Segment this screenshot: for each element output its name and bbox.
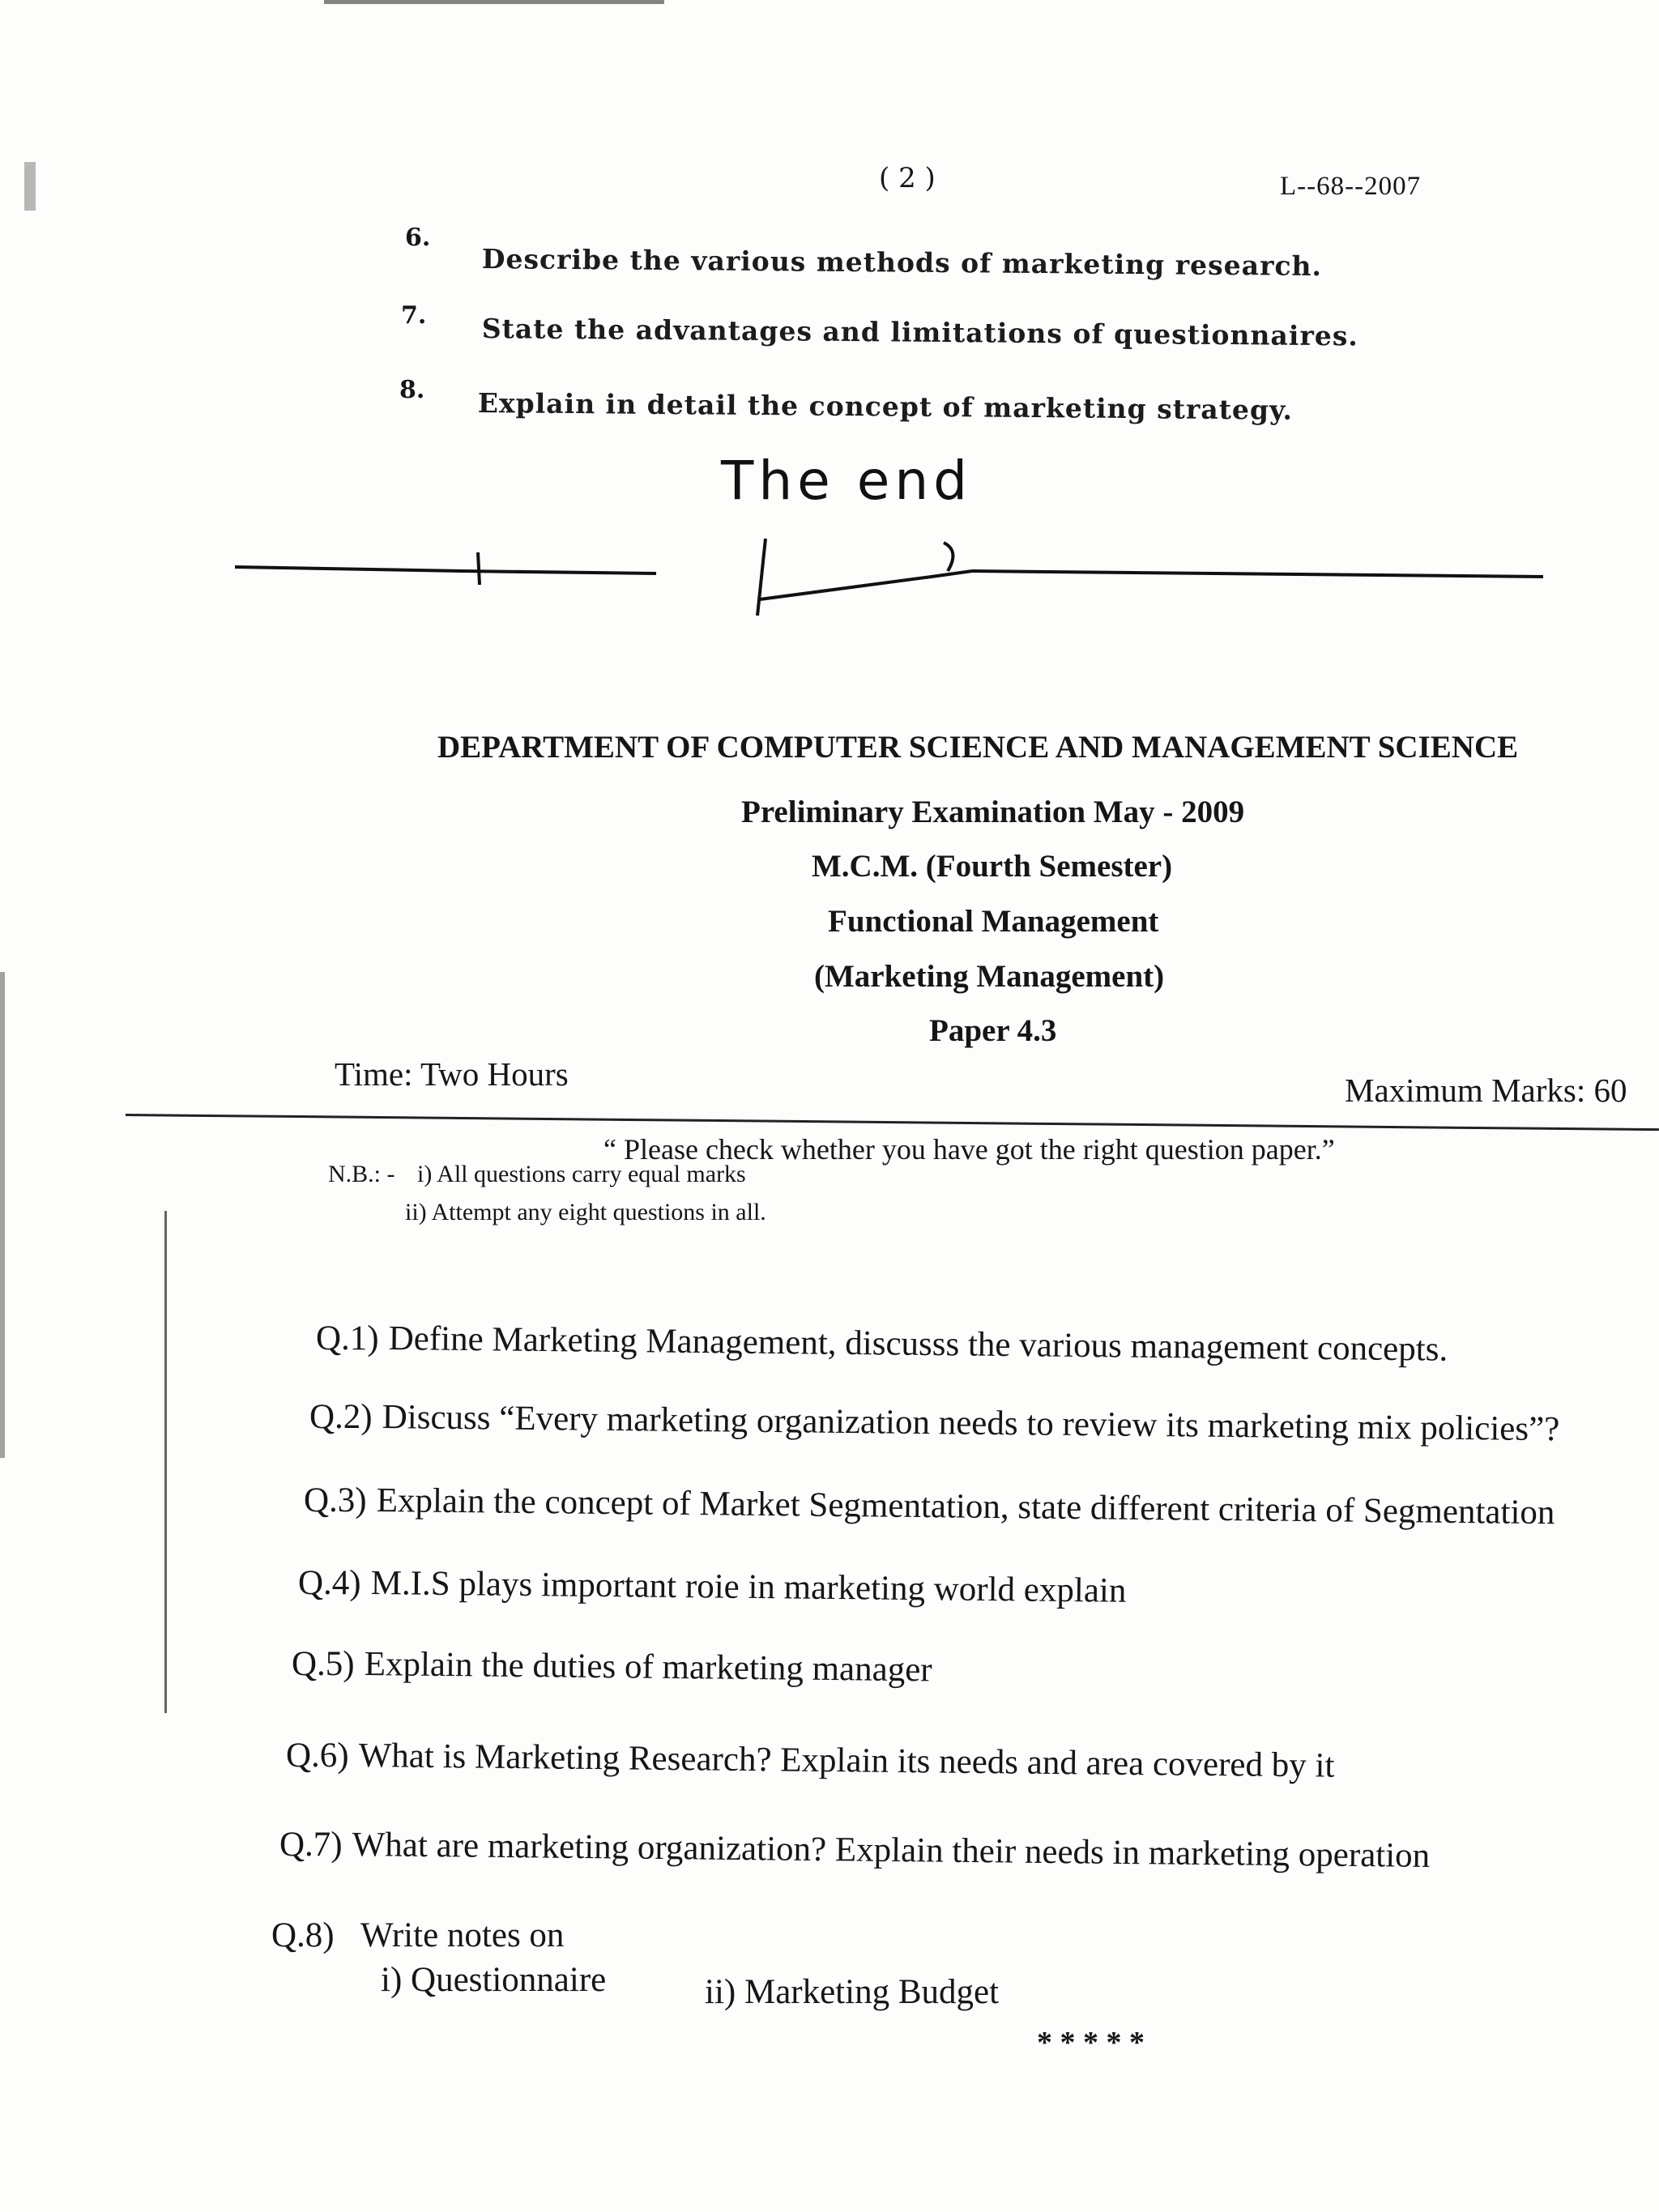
paper-number: Paper 4.3 [929,1013,1057,1048]
question-number: Q.7) [279,1826,343,1864]
question-text: Discuss “Every marketing organization needs to review its marketing mix policies”? [382,1398,1560,1449]
paper-title: (Marketing Management) [814,959,1165,994]
top-question-number: 8. [399,376,425,404]
top-question-number: 7. [401,301,427,330]
question-text: Explain the concept of Market Segmentation, state different criteria of Segmentation [376,1481,1555,1532]
scan-edge-mark [24,162,36,211]
question-text: What are marketing organization? Explain their needs in marketing operation [352,1826,1431,1875]
paper-code: L--68--2007 [1280,172,1422,201]
question-number: Q.2) [309,1398,373,1436]
question-number: Q.3) [304,1481,367,1519]
nb-instruction-2: ii) Attempt any eight questions in all. [405,1199,766,1225]
question-text: What is Marketing Research? Explain its needs and area covered by it [358,1737,1335,1785]
question-text: Explain the duties of marketing manager [364,1645,932,1690]
exam-title: Preliminary Examination May - 2009 [741,795,1245,829]
question-text: Define Marketing Management, discusss the various management concepts. [388,1319,1448,1369]
maximum-marks: Maximum Marks: 60 [1345,1072,1627,1109]
question-number: Q.4) [298,1564,361,1602]
top-question-text: Describe the various methods of marketing research. [481,243,1323,283]
scan-top-line [324,0,664,4]
handwritten-the-end: The end [721,450,973,512]
question-number: Q.8) [271,1916,335,1954]
top-question-text: State the advantages and limitations of questionnaires. [481,313,1359,352]
question-number: Q.1) [316,1319,379,1357]
nb-label: N.B.: - [328,1161,395,1187]
handwritten-separator [0,518,1659,680]
question-text: M.I.S plays important roie in marketing world explain [370,1564,1127,1610]
scan-edge-left [0,972,5,1458]
question-text: Write notes on [360,1916,565,1954]
header-rule [126,1114,1659,1131]
top-question-text: Explain in detail the concept of marketing strategy. [477,387,1294,426]
question-number: Q.6) [286,1737,349,1775]
note-item-1: i) Questionnaire [381,1961,607,1999]
end-mark: * * * * * [1037,2026,1145,2060]
subject-title: Functional Management [828,904,1159,939]
margin-line [164,1211,167,1713]
exam-time: Time: Two Hours [335,1055,569,1093]
check-instruction: “ Please check whether you have got the right question paper.” [603,1133,1335,1166]
page-number: ( 2 ) [879,162,936,194]
question-number: Q.5) [292,1645,355,1683]
course-title: M.C.M. (Fourth Semester) [812,849,1173,884]
department-heading: DEPARTMENT OF COMPUTER SCIENCE AND MANAGEMENT SCIENCE [437,730,1519,765]
nb-instruction-1: i) All questions carry equal marks [417,1161,746,1187]
note-item-2: ii) Marketing Budget [705,1973,1000,2011]
top-question-number: 6. [405,224,431,252]
